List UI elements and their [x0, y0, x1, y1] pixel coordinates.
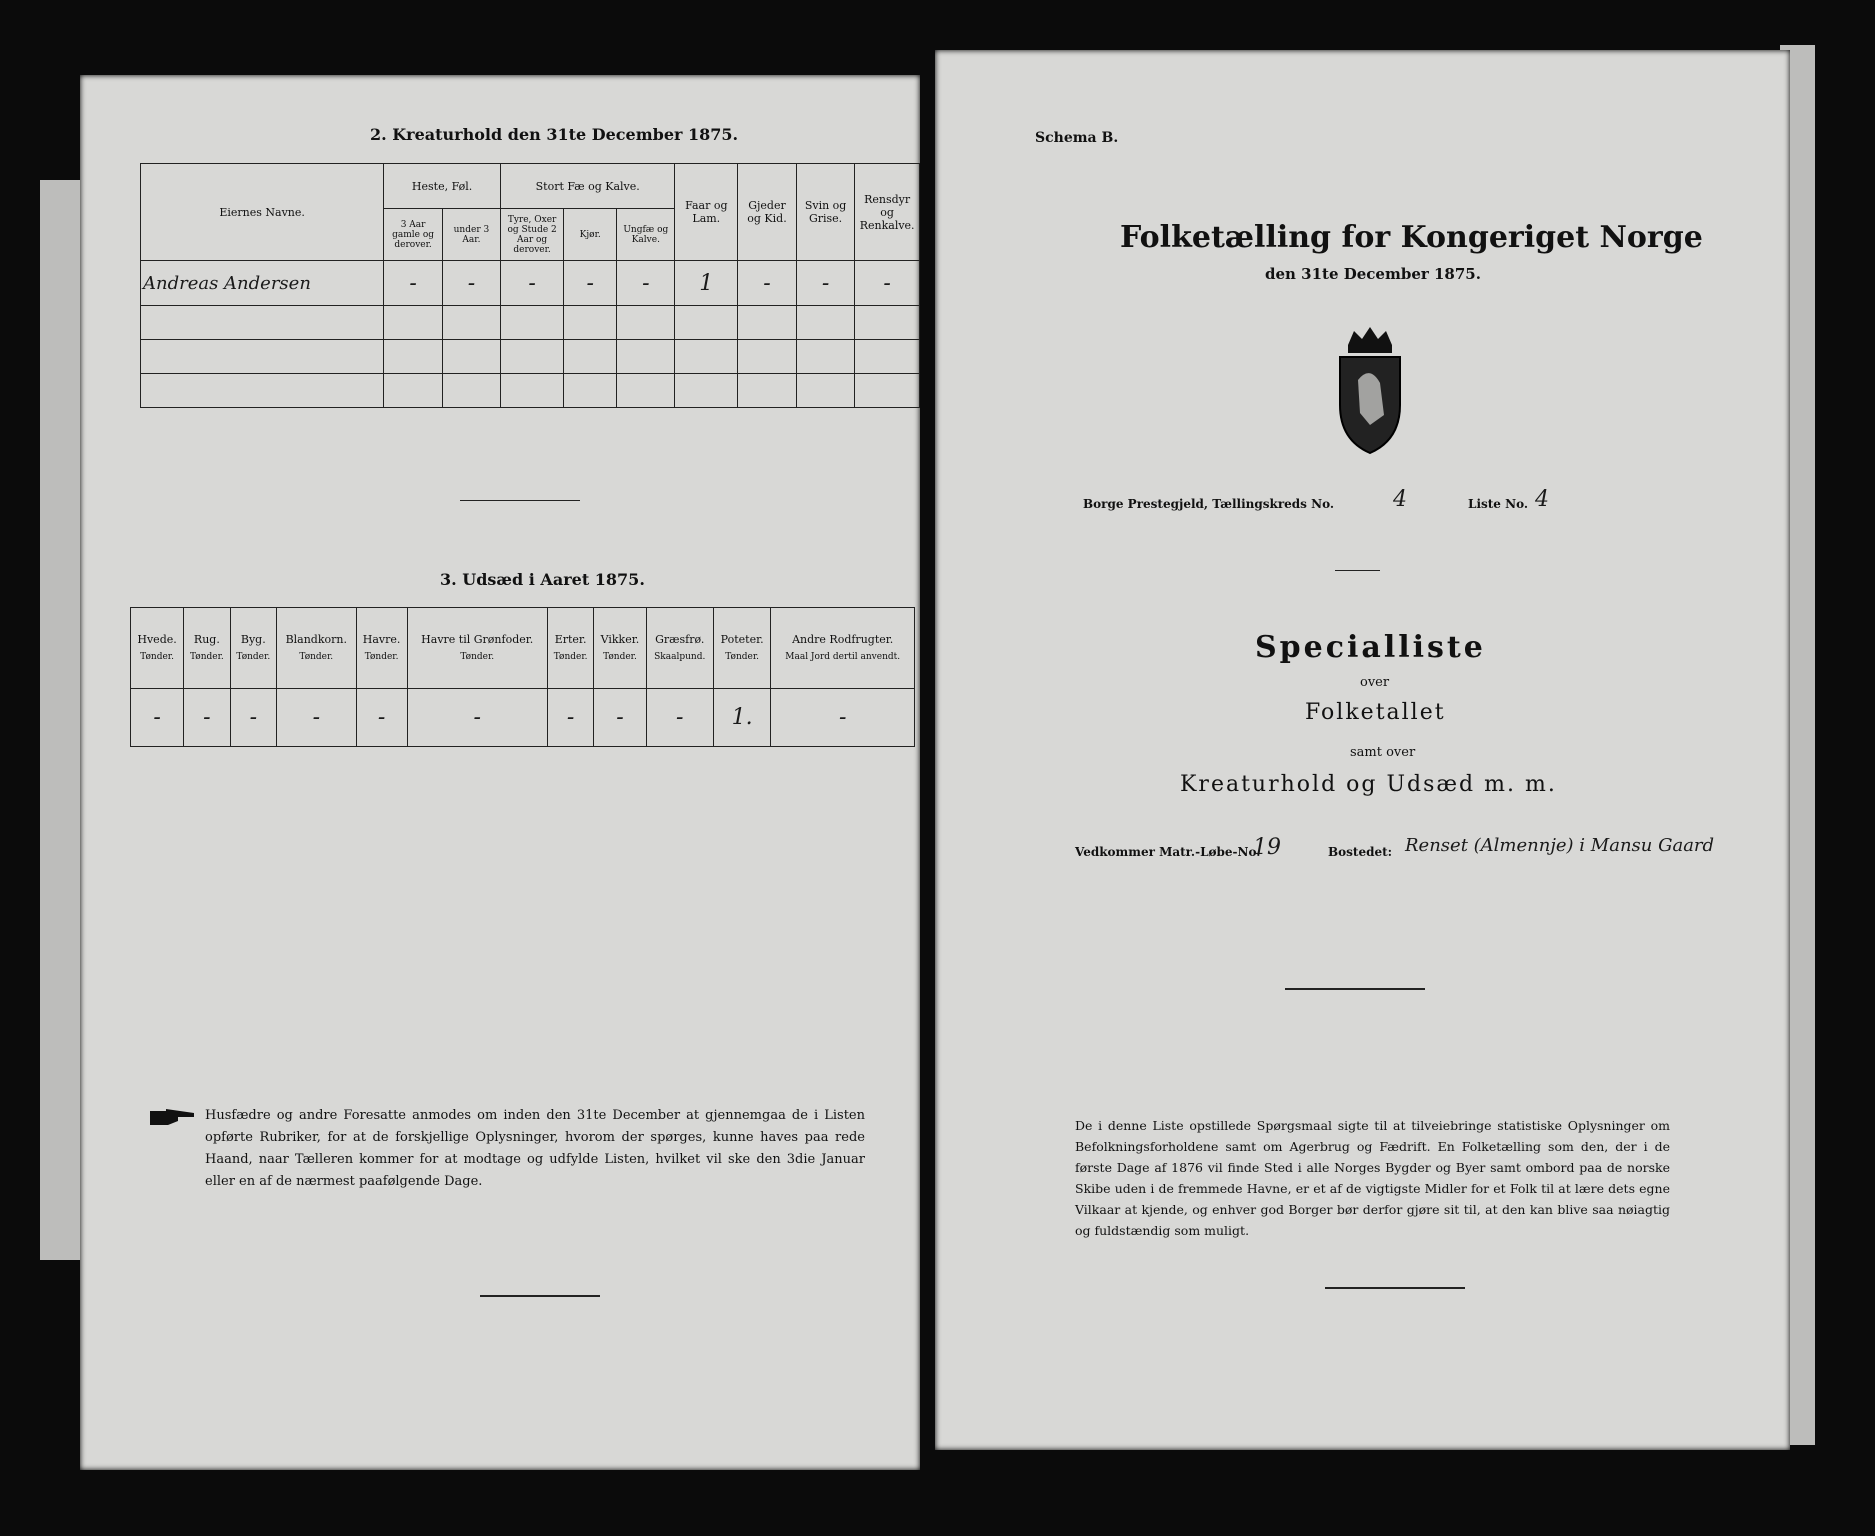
- sowing-value: -: [230, 688, 276, 746]
- divider: [1285, 988, 1425, 990]
- over-text: over: [1360, 675, 1390, 690]
- sowing-col-name: Andre Rodfrugter.: [792, 633, 894, 647]
- sowing-col-unit: Maal Jord dertil anvendt.: [785, 652, 901, 663]
- col-owner: Eiernes Navne.: [141, 164, 384, 261]
- sowing-col-name: Vikker.: [600, 633, 640, 647]
- col-pigs: Svin og Grise.: [796, 164, 854, 261]
- matr-label: Vedkommer Matr.-Løbe-No.: [1075, 845, 1261, 859]
- owner-name: Andreas Andersen: [141, 261, 384, 306]
- sowing-col-10: [771, 608, 915, 689]
- sowing-col-unit: Skaalpund.: [654, 652, 706, 663]
- sowing-value: 1.: [713, 688, 770, 746]
- sowing-col-name: Byg.: [240, 633, 266, 647]
- col-cattle: Stort Fæ og Kalve.: [500, 164, 675, 209]
- sowing-col-name: Poteter.: [720, 633, 764, 647]
- sowing-col-3: [277, 608, 357, 689]
- sowing-col-unit: Tønder.: [553, 652, 588, 663]
- cell-cattle-cows: -: [564, 261, 617, 306]
- col-sheep: Faar og Lam.: [675, 164, 738, 261]
- sowing-col-8: [646, 608, 713, 689]
- divider: [460, 500, 580, 501]
- sowing-col-name: Blandkorn.: [285, 633, 347, 647]
- cell-cattle-bulls: -: [500, 261, 563, 306]
- sowing-value: -: [407, 688, 547, 746]
- census-date: den 31te December 1875.: [1265, 265, 1481, 283]
- sowing-value: -: [547, 688, 593, 746]
- col-cattle-bulls: Tyre, Oxer og Stude 2 Aar og derover.: [500, 209, 563, 261]
- col-horses-young: under 3 Aar.: [442, 209, 500, 261]
- col-cattle-young: Ungfæ og Kalve.: [617, 209, 675, 261]
- sowing-col-unit: Tønder.: [364, 652, 399, 663]
- cell-horses-old: -: [384, 261, 443, 306]
- cell-pigs: -: [796, 261, 854, 306]
- cell-goats: -: [738, 261, 797, 306]
- sowing-col-4: [356, 608, 407, 689]
- sowing-table: [130, 607, 915, 747]
- sowing-col-unit: Tønder.: [725, 652, 760, 663]
- left-page-edge: [40, 180, 85, 1260]
- matr-number: 19: [1253, 835, 1281, 860]
- left-page: [80, 75, 920, 1470]
- pointing-hand-icon: [148, 1107, 198, 1129]
- cell-sheep: 1: [675, 261, 738, 306]
- right-page: [935, 50, 1790, 1450]
- table-row: [141, 340, 920, 374]
- sowing-col-0: [131, 608, 184, 689]
- census-title: Folketælling for Kongeriget Norge: [1120, 220, 1703, 255]
- table-row: [131, 688, 915, 746]
- col-reindeer: Rensdyr og Renkalve.: [855, 164, 920, 261]
- purpose-notice: De i denne Liste opstillede Spørgsmaal sigte til at tilveiebringe statistiske Oplysninger om Befolkningsforholdene samt om Agerbrug og Fædrift. En Folketælling som den, der i de første Dage af 1876 vil finde Sted i alle Norges Bygder og Byer samt ombord paa de norske Skibe uden i de fremmede Havne, er et af de vigtigste Midler for et Folk til at lære dets egne Vilkaar at kjende, og enhver god Borger bør derfor gjøre sit til, at den kan blive saa nøiagtig og fuldstændig som muligt.: [1075, 1118, 1670, 1238]
- sowing-col-2: [230, 608, 276, 689]
- livestock-table: [140, 163, 920, 408]
- sowing-value: -: [771, 688, 915, 746]
- col-horses: Heste, Føl.: [384, 164, 501, 209]
- liste-label: Liste No.: [1468, 497, 1529, 511]
- sowing-col-5: [407, 608, 547, 689]
- instruction-notice: Husfædre og andre Foresatte anmodes om inden den 31te December at gjennemgaa de i Listen opførte Rubriker, for at de forskjellige Oplysninger, hvorom der spørges, kunne haves paa rede Haand, naar Tælleren kommer for at modtage og udfylde Listen, hvilket vil ske den 3die Januar eller en af de nærmest paafølgende Dage.: [205, 1108, 865, 1189]
- parish-label: Borge Prestegjeld, Tællingskreds No.: [1083, 497, 1335, 511]
- col-horses-old: 3 Aar gamle og derover.: [384, 209, 443, 261]
- sowing-col-6: [547, 608, 593, 689]
- sowing-col-unit: Tønder.: [299, 652, 334, 663]
- cell-reindeer: -: [855, 261, 920, 306]
- section2-title: 2. Kreaturhold den 31te December 1875.: [370, 125, 739, 144]
- sowing-col-name: Havre.: [362, 633, 401, 647]
- section3-title: 3. Udsæd i Aaret 1875.: [440, 570, 645, 589]
- sowing-col-1: [184, 608, 230, 689]
- sowing-col-name: Hvede.: [137, 633, 177, 647]
- sowing-value: -: [356, 688, 407, 746]
- table-row: [141, 261, 920, 306]
- folketallet-text: Folketallet: [1305, 700, 1446, 725]
- kreds-number: 4: [1393, 487, 1407, 512]
- cell-horses-young: -: [442, 261, 500, 306]
- divider: [480, 1295, 600, 1297]
- divider: [1325, 1287, 1465, 1289]
- sowing-col-name: Havre til Grønfoder.: [421, 633, 534, 647]
- sowing-col-name: Græsfrø.: [655, 633, 705, 647]
- kreaturhold-text: Kreaturhold og Udsæd m. m.: [1180, 772, 1557, 797]
- sowing-value: -: [184, 688, 230, 746]
- special-title: Specialliste: [1255, 630, 1486, 665]
- sowing-col-name: Erter.: [554, 633, 587, 647]
- sowing-col-unit: Tønder.: [460, 652, 495, 663]
- sowing-value: -: [594, 688, 646, 746]
- divider: [1335, 570, 1380, 571]
- sowing-col-unit: Tønder.: [236, 652, 271, 663]
- coat-of-arms-icon: [1330, 325, 1410, 459]
- sowing-value: -: [646, 688, 713, 746]
- liste-number: 4: [1535, 487, 1549, 512]
- sowing-col-unit: Tønder.: [140, 652, 174, 663]
- sowing-col-9: [713, 608, 770, 689]
- bosted-value: Renset (Almennje) i Mansu Gaard: [1405, 835, 1715, 856]
- col-cattle-cows: Kjør.: [564, 209, 617, 261]
- bosted-label: Bostedet:: [1328, 845, 1393, 859]
- sowing-col-name: Rug.: [193, 633, 220, 647]
- col-goats: Gjeder og Kid.: [738, 164, 797, 261]
- sowing-col-unit: Tønder.: [603, 652, 637, 663]
- sowing-value: -: [131, 688, 184, 746]
- samt-over-text: samt over: [1350, 745, 1416, 760]
- sowing-col-7: [594, 608, 646, 689]
- cell-cattle-young: -: [617, 261, 675, 306]
- schema-label: Schema B.: [1035, 130, 1119, 146]
- table-row: [141, 306, 920, 340]
- sowing-value: -: [277, 688, 357, 746]
- sowing-col-unit: Tønder.: [189, 652, 224, 663]
- table-row: [141, 374, 920, 408]
